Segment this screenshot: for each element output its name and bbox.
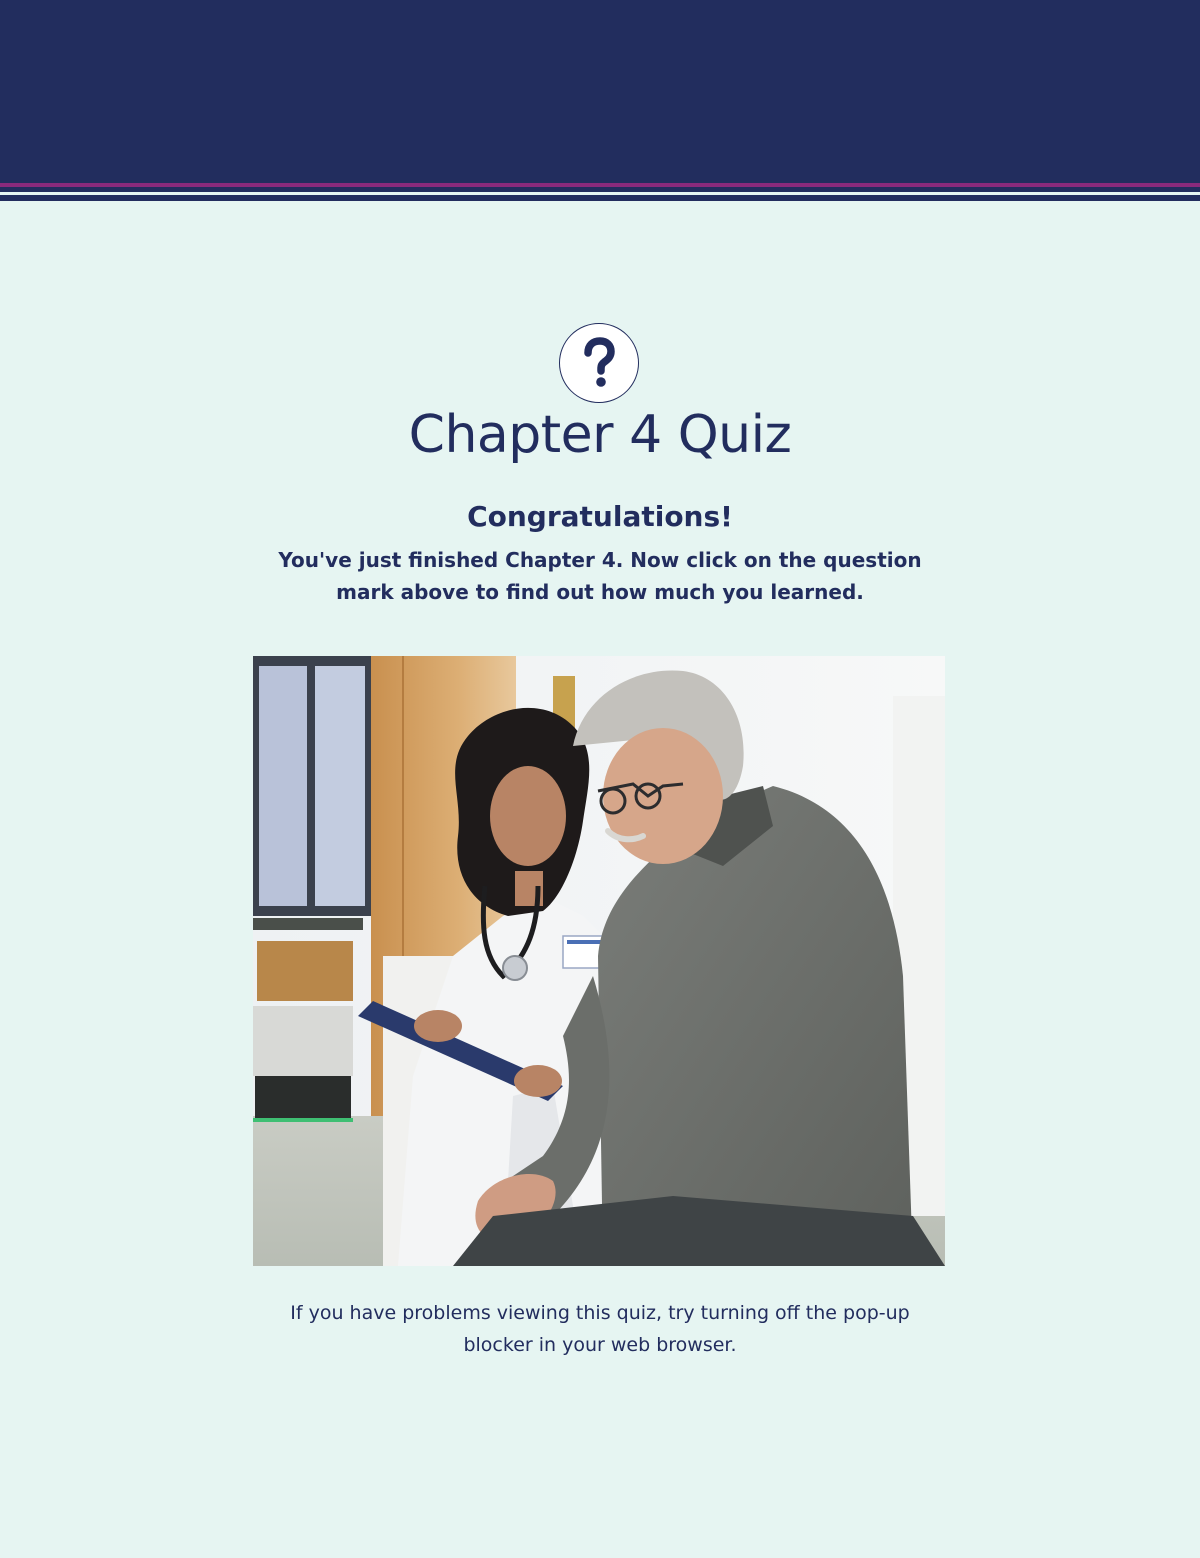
- doctor-patient-photo: [253, 656, 945, 1266]
- congratulations-heading: Congratulations!: [467, 500, 733, 533]
- instructions-text: You've just finished Chapter 4. Now click on the question mark above to find out how much you learned.: [278, 548, 922, 604]
- navy-stripe-bottom: [0, 195, 1200, 201]
- popup-blocker-note: If you have problems viewing this quiz, try turning off the pop-up blocker in your web browser.: [290, 1302, 910, 1356]
- quiz-launch-button[interactable]: [559, 323, 639, 403]
- question-mark-icon: [579, 337, 619, 389]
- top-banner: [0, 0, 1200, 183]
- photo-illustration: [253, 656, 945, 1266]
- page-title: Chapter 4 Quiz: [408, 405, 792, 465]
